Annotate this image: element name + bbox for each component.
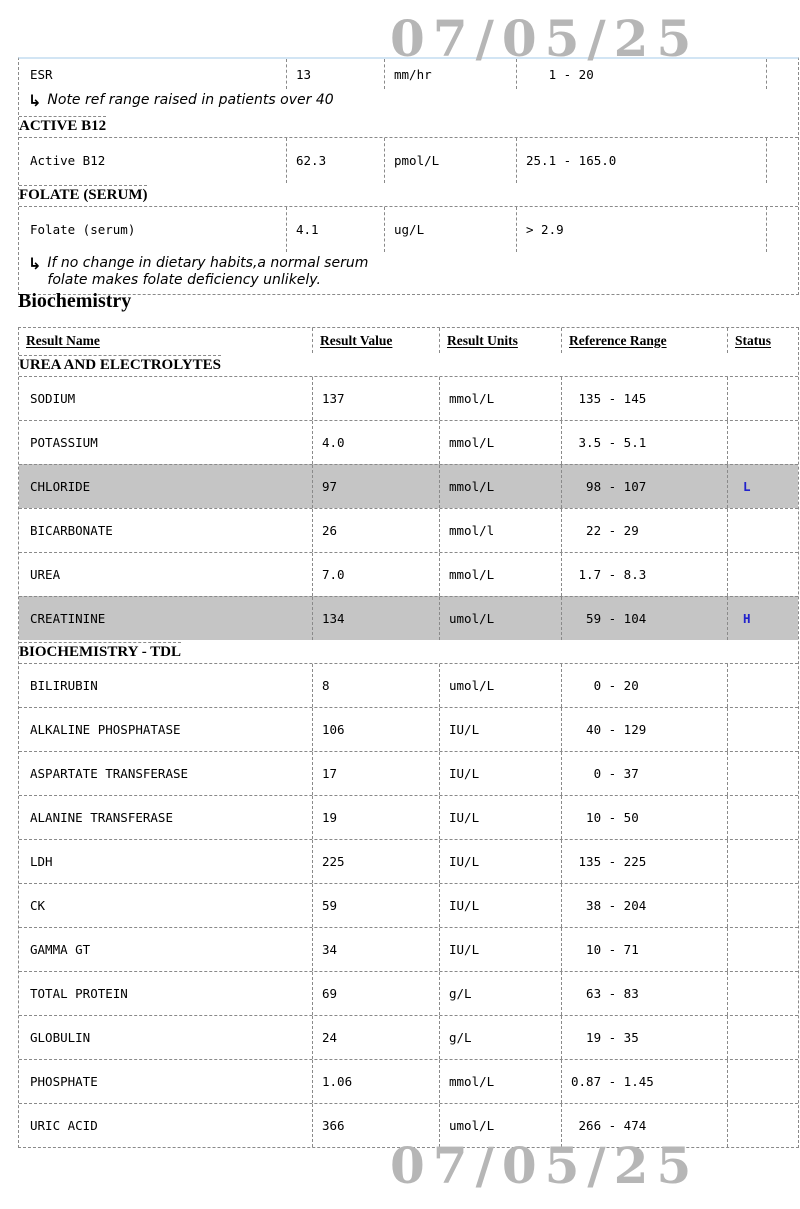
table-row bbox=[19, 508, 798, 552]
result-units: mmol/L bbox=[440, 465, 562, 508]
haematology-rows bbox=[19, 59, 798, 294]
result-units: g/L bbox=[440, 972, 562, 1015]
watermark-date-bottom: 07/05/25 bbox=[390, 1136, 700, 1195]
table-header-row bbox=[19, 328, 798, 353]
reference-range: 59 - 104 bbox=[562, 597, 728, 640]
reference-range: 25.1 - 165.0 bbox=[517, 138, 767, 183]
result-units: IU/L bbox=[440, 708, 562, 751]
table-row bbox=[19, 206, 798, 252]
result-units: mmol/L bbox=[440, 377, 562, 420]
table-row bbox=[19, 376, 798, 420]
result-units: pmol/L bbox=[385, 138, 517, 183]
result-value: 19 bbox=[313, 796, 440, 839]
result-units: IU/L bbox=[440, 884, 562, 927]
result-value: 8 bbox=[313, 664, 440, 707]
return-arrow-icon: ↳ bbox=[28, 254, 42, 273]
reference-range: 10 - 50 bbox=[562, 796, 728, 839]
reference-range: 38 - 204 bbox=[562, 884, 728, 927]
result-value: 59 bbox=[313, 884, 440, 927]
biochemistry-results-table bbox=[18, 327, 799, 1148]
result-value: 62.3 bbox=[287, 138, 385, 183]
status-flag bbox=[728, 1016, 798, 1059]
result-units: umol/L bbox=[440, 1104, 562, 1147]
note-text: If no change in dietary habits,a normal serum folate makes folate deficiency unlikely. bbox=[47, 255, 369, 288]
result-value: 134 bbox=[313, 597, 440, 640]
result-value: 69 bbox=[313, 972, 440, 1015]
reference-range: 1 - 20 bbox=[517, 59, 767, 89]
result-name: SODIUM bbox=[19, 377, 313, 420]
result-name: CREATININE bbox=[19, 597, 313, 640]
status-flag bbox=[728, 1104, 798, 1147]
result-units: g/L bbox=[440, 1016, 562, 1059]
section-label: BIOCHEMISTRY - TDL bbox=[19, 644, 182, 660]
result-value: 13 bbox=[287, 59, 385, 89]
result-value: 366 bbox=[313, 1104, 440, 1147]
status-flag bbox=[767, 59, 798, 89]
table-row bbox=[19, 420, 798, 464]
table-row bbox=[19, 795, 798, 839]
status-flag: L bbox=[743, 479, 751, 494]
result-value: 26 bbox=[313, 509, 440, 552]
section-header-row bbox=[19, 183, 798, 206]
result-name: TOTAL PROTEIN bbox=[19, 972, 313, 1015]
result-units: IU/L bbox=[440, 928, 562, 971]
return-arrow-icon: ↳ bbox=[28, 91, 42, 110]
section-header-row bbox=[19, 640, 798, 663]
table-row bbox=[19, 663, 798, 707]
page-title-biochemistry: Biochemistry bbox=[18, 290, 132, 312]
result-units: umol/L bbox=[440, 597, 562, 640]
table-row bbox=[19, 751, 798, 795]
result-name: ASPARTATE TRANSFERASE bbox=[19, 752, 313, 795]
table-row bbox=[19, 707, 798, 751]
section-label: UREA AND ELECTROLYTES bbox=[19, 357, 222, 373]
result-value: 137 bbox=[313, 377, 440, 420]
result-value: 24 bbox=[313, 1016, 440, 1059]
result-value: 7.0 bbox=[313, 553, 440, 596]
column-header-status: Status bbox=[735, 332, 772, 348]
result-name: GLOBULIN bbox=[19, 1016, 313, 1059]
result-name: BICARBONATE bbox=[19, 509, 313, 552]
reference-range: 22 - 29 bbox=[562, 509, 728, 552]
status-flag bbox=[728, 708, 798, 751]
column-header-result-name: Result Name bbox=[19, 328, 313, 353]
status-flag bbox=[728, 377, 798, 420]
table-row bbox=[19, 839, 798, 883]
result-units: mmol/L bbox=[440, 553, 562, 596]
result-name: URIC ACID bbox=[19, 1104, 313, 1147]
result-units: mmol/L bbox=[440, 1060, 562, 1103]
haematology-results-table bbox=[18, 57, 799, 295]
result-value: 17 bbox=[313, 752, 440, 795]
watermark-date-top: 07/05/25 bbox=[390, 9, 700, 68]
result-units: mm/hr bbox=[385, 59, 517, 89]
reference-range: 3.5 - 5.1 bbox=[562, 421, 728, 464]
status-flag bbox=[728, 421, 798, 464]
status-flag bbox=[728, 972, 798, 1015]
result-name: LDH bbox=[19, 840, 313, 883]
result-name: BILIRUBIN bbox=[19, 664, 313, 707]
reference-range: 0.87 - 1.45 bbox=[562, 1060, 728, 1103]
result-units: IU/L bbox=[440, 796, 562, 839]
reference-range: 19 - 35 bbox=[562, 1016, 728, 1059]
result-name: ALKALINE PHOSPHATASE bbox=[19, 708, 313, 751]
result-name: ALANINE TRANSFERASE bbox=[19, 796, 313, 839]
reference-range: 1.7 - 8.3 bbox=[562, 553, 728, 596]
section-label: ACTIVE B12 bbox=[19, 118, 107, 134]
status-flag bbox=[728, 1060, 798, 1103]
status-flag bbox=[728, 884, 798, 927]
table-row bbox=[19, 927, 798, 971]
table-row bbox=[19, 596, 798, 640]
result-value: 97 bbox=[313, 465, 440, 508]
note-text: Note ref range raised in patients over 40 bbox=[47, 92, 334, 108]
result-name: Active B12 bbox=[19, 138, 287, 183]
status-flag bbox=[728, 664, 798, 707]
reference-range: 63 - 83 bbox=[562, 972, 728, 1015]
result-units: ug/L bbox=[385, 207, 517, 252]
result-units: IU/L bbox=[440, 752, 562, 795]
table-row bbox=[19, 1015, 798, 1059]
table-row bbox=[19, 971, 798, 1015]
note-row bbox=[19, 89, 798, 114]
status-flag bbox=[728, 553, 798, 596]
biochemistry-rows bbox=[19, 353, 798, 1147]
reference-range: 40 - 129 bbox=[562, 708, 728, 751]
result-name: PHOSPHATE bbox=[19, 1060, 313, 1103]
status-flag bbox=[728, 752, 798, 795]
result-value: 4.0 bbox=[313, 421, 440, 464]
result-value: 1.06 bbox=[313, 1060, 440, 1103]
status-flag bbox=[767, 138, 798, 183]
column-header-result-value: Result Value bbox=[313, 328, 440, 353]
note-row bbox=[19, 252, 798, 294]
reference-range: 98 - 107 bbox=[562, 465, 728, 508]
status-flag bbox=[728, 840, 798, 883]
table-row bbox=[19, 1103, 798, 1147]
result-value: 4.1 bbox=[287, 207, 385, 252]
status-flag bbox=[767, 207, 798, 252]
column-header-result-units: Result Units bbox=[440, 328, 562, 353]
column-header-reference-range: Reference Range bbox=[562, 328, 728, 353]
status-flag bbox=[728, 928, 798, 971]
result-units: mmol/L bbox=[440, 421, 562, 464]
result-value: 106 bbox=[313, 708, 440, 751]
status-flag bbox=[728, 509, 798, 552]
reference-range: 266 - 474 bbox=[562, 1104, 728, 1147]
table-row bbox=[19, 137, 798, 183]
table-row bbox=[19, 1059, 798, 1103]
reference-range: 0 - 37 bbox=[562, 752, 728, 795]
result-value: 225 bbox=[313, 840, 440, 883]
result-name: GAMMA GT bbox=[19, 928, 313, 971]
result-name: POTASSIUM bbox=[19, 421, 313, 464]
table-row bbox=[19, 883, 798, 927]
status-flag bbox=[728, 796, 798, 839]
result-units: mmol/l bbox=[440, 509, 562, 552]
reference-range: > 2.9 bbox=[517, 207, 767, 252]
status-flag: H bbox=[743, 611, 751, 626]
result-value: 34 bbox=[313, 928, 440, 971]
table-row bbox=[19, 59, 798, 89]
reference-range: 10 - 71 bbox=[562, 928, 728, 971]
reference-range: 135 - 225 bbox=[562, 840, 728, 883]
result-name: Folate (serum) bbox=[19, 207, 287, 252]
result-name: CHLORIDE bbox=[19, 465, 313, 508]
table-row bbox=[19, 552, 798, 596]
section-header-row bbox=[19, 353, 798, 376]
result-units: IU/L bbox=[440, 840, 562, 883]
reference-range: 135 - 145 bbox=[562, 377, 728, 420]
section-header-row bbox=[19, 114, 798, 137]
result-name: CK bbox=[19, 884, 313, 927]
result-units: umol/L bbox=[440, 664, 562, 707]
section-label: FOLATE (SERUM) bbox=[19, 187, 148, 203]
result-name: ESR bbox=[19, 59, 287, 89]
result-name: UREA bbox=[19, 553, 313, 596]
reference-range: 0 - 20 bbox=[562, 664, 728, 707]
table-row bbox=[19, 464, 798, 508]
